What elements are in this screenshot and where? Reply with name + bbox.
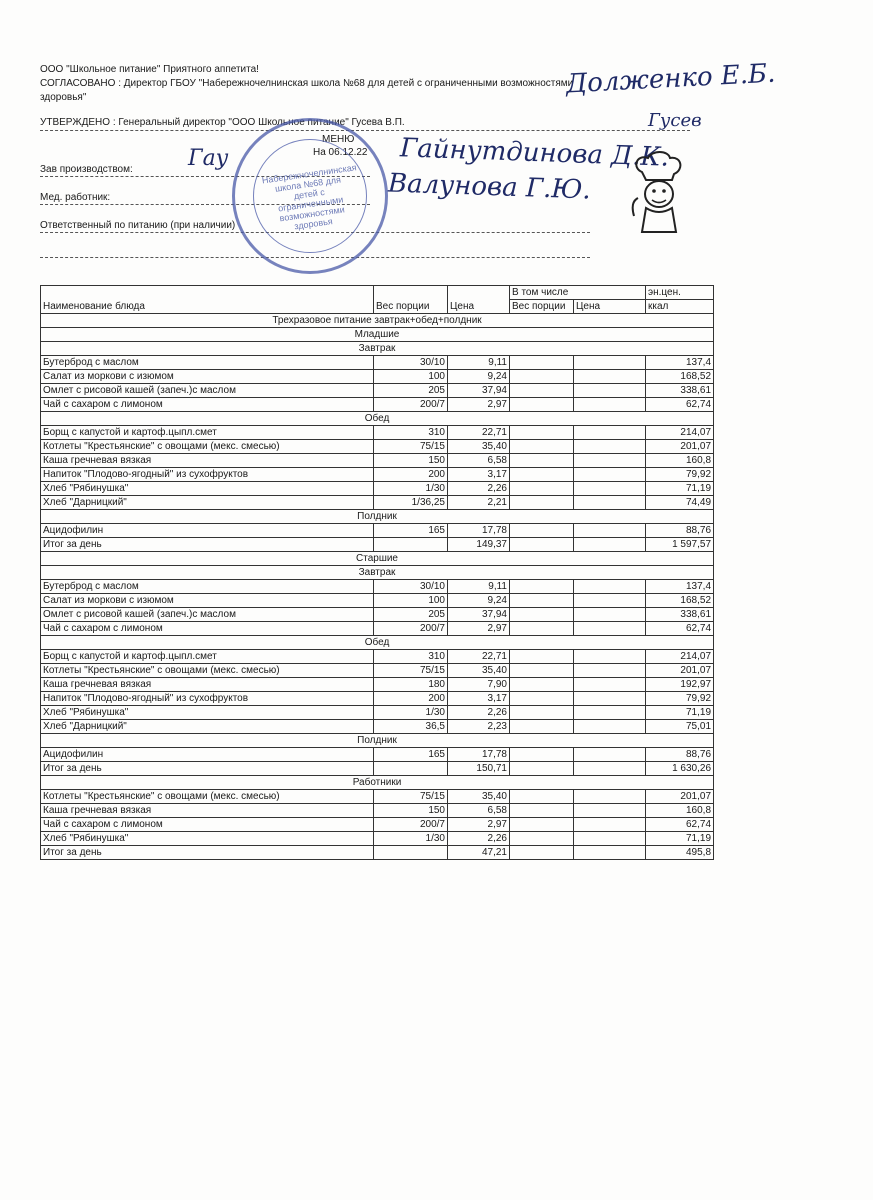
table-row <box>41 524 714 538</box>
dish-weight: 75/15 <box>374 790 448 804</box>
total-kcal: 1 630,26 <box>646 762 714 776</box>
divider <box>40 130 690 131</box>
dish-name: Салат из моркови с изюмом <box>41 370 374 384</box>
meal-row <box>41 342 714 356</box>
incl-weight-cell <box>510 762 574 776</box>
table-row <box>41 608 714 622</box>
dish-name: Котлеты "Крестьянские" с овощами (мекс. смесью) <box>41 440 374 454</box>
dish-price: 17,78 <box>448 748 510 762</box>
incl-price-cell <box>574 594 646 608</box>
responsible-label: Ответственный по питанию (при наличии) <box>40 220 236 231</box>
dish-weight: 1/36,25 <box>374 496 448 510</box>
table-row <box>41 678 714 692</box>
incl-weight-cell <box>510 356 574 370</box>
dish-weight: 75/15 <box>374 440 448 454</box>
incl-price-cell <box>574 370 646 384</box>
table-header-row <box>41 286 714 300</box>
dish-name: Чай с сахаром с лимоном <box>41 622 374 636</box>
dish-kcal: 338,61 <box>646 384 714 398</box>
table-row <box>41 594 714 608</box>
column-header-price: Цена <box>448 286 510 314</box>
dish-price: 2,97 <box>448 818 510 832</box>
total-weight-cell <box>374 538 448 552</box>
meal-title: Обед <box>41 412 714 426</box>
dish-kcal: 71,19 <box>646 706 714 720</box>
dish-name: Борщ с капустой и картоф.цыпл.смет <box>41 650 374 664</box>
dish-name: Напиток "Плодово-ягодный" из сухофруктов <box>41 468 374 482</box>
meal-title: Полдник <box>41 734 714 748</box>
chief-name-signature: Гайнутдинова Д.К. <box>399 133 670 173</box>
incl-price-cell <box>574 720 646 734</box>
agreed-line-continued: здоровья" <box>40 92 87 103</box>
dish-name: Бутерброд с маслом <box>41 580 374 594</box>
dish-name: Котлеты "Крестьянские" с овощами (мекс. смесью) <box>41 790 374 804</box>
incl-price-cell <box>574 650 646 664</box>
incl-price-cell <box>574 664 646 678</box>
dish-name: Каша гречневая вязкая <box>41 804 374 818</box>
dish-kcal: 201,07 <box>646 440 714 454</box>
group-title: Младшие <box>41 328 714 342</box>
incl-price-cell <box>574 454 646 468</box>
table-row <box>41 482 714 496</box>
meal-title: Обед <box>41 636 714 650</box>
dish-price: 35,40 <box>448 790 510 804</box>
dish-price: 22,71 <box>448 426 510 440</box>
dish-name: Чай с сахаром с лимоном <box>41 818 374 832</box>
dish-kcal: 160,8 <box>646 454 714 468</box>
total-row <box>41 846 714 860</box>
chief-label: Зав производством: <box>40 164 133 175</box>
dish-kcal: 201,07 <box>646 790 714 804</box>
table-row <box>41 804 714 818</box>
meal-row <box>41 412 714 426</box>
incl-price-cell <box>574 496 646 510</box>
dish-weight: 36,5 <box>374 720 448 734</box>
table-row <box>41 580 714 594</box>
dish-kcal: 62,74 <box>646 818 714 832</box>
table-row <box>41 692 714 706</box>
dish-name: Хлеб "Рябинушка" <box>41 482 374 496</box>
table-row <box>41 356 714 370</box>
dish-price: 17,78 <box>448 524 510 538</box>
dish-weight: 100 <box>374 370 448 384</box>
dish-kcal: 88,76 <box>646 748 714 762</box>
incl-price-cell <box>574 608 646 622</box>
incl-price-cell <box>574 384 646 398</box>
dish-weight: 200 <box>374 468 448 482</box>
total-kcal: 495,8 <box>646 846 714 860</box>
incl-price-cell <box>574 804 646 818</box>
dish-weight: 150 <box>374 804 448 818</box>
incl-weight-cell <box>510 496 574 510</box>
dish-name: Ацидофилин <box>41 524 374 538</box>
program-title: Трехразовое питание завтрак+обед+полдник <box>41 314 714 328</box>
table-row <box>41 832 714 846</box>
incl-weight-cell <box>510 832 574 846</box>
dish-name: Бутерброд с маслом <box>41 356 374 370</box>
incl-weight-cell <box>510 804 574 818</box>
total-row <box>41 538 714 552</box>
dish-name: Ацидофилин <box>41 748 374 762</box>
table-row <box>41 706 714 720</box>
dish-weight: 165 <box>374 524 448 538</box>
incl-weight-cell <box>510 664 574 678</box>
dish-price: 2,23 <box>448 720 510 734</box>
menu-table <box>40 285 714 860</box>
table-row <box>41 748 714 762</box>
incl-price-cell <box>574 678 646 692</box>
table-row <box>41 398 714 412</box>
dish-weight: 30/10 <box>374 580 448 594</box>
table-row <box>41 818 714 832</box>
total-weight-cell <box>374 846 448 860</box>
total-price: 47,21 <box>448 846 510 860</box>
table-row <box>41 720 714 734</box>
dish-weight: 30/10 <box>374 356 448 370</box>
dish-weight: 205 <box>374 608 448 622</box>
incl-price-cell <box>574 706 646 720</box>
total-row <box>41 762 714 776</box>
meal-row <box>41 566 714 580</box>
incl-weight-cell <box>510 594 574 608</box>
dish-name: Омлет с рисовой кашей (запеч.)с маслом <box>41 608 374 622</box>
group-title: Работники <box>41 776 714 790</box>
incl-price-cell <box>574 762 646 776</box>
total-price: 150,71 <box>448 762 510 776</box>
dish-kcal: 62,74 <box>646 622 714 636</box>
dish-kcal: 137,4 <box>646 580 714 594</box>
incl-price-cell <box>574 426 646 440</box>
table-row <box>41 622 714 636</box>
dish-price: 3,17 <box>448 692 510 706</box>
incl-price-cell <box>574 398 646 412</box>
dish-kcal: 79,92 <box>646 468 714 482</box>
dish-name: Хлеб "Дарницкий" <box>41 720 374 734</box>
meal-title: Завтрак <box>41 342 714 356</box>
dish-price: 9,24 <box>448 370 510 384</box>
incl-price-cell <box>574 482 646 496</box>
dish-weight: 75/15 <box>374 664 448 678</box>
dish-weight: 310 <box>374 426 448 440</box>
table-row <box>41 468 714 482</box>
dish-kcal: 168,52 <box>646 594 714 608</box>
dish-name: Борщ с капустой и картоф.цыпл.смет <box>41 426 374 440</box>
dish-price: 6,58 <box>448 804 510 818</box>
incl-weight-cell <box>510 692 574 706</box>
approved-signature: Гусев <box>648 110 702 131</box>
incl-weight-cell <box>510 482 574 496</box>
incl-weight-cell <box>510 426 574 440</box>
total-label: Итог за день <box>41 538 374 552</box>
dish-name: Каша гречневая вязкая <box>41 678 374 692</box>
agreed-line: СОГЛАСОВАНО : Директор ГБОУ "Набережночелнинская школа №68 для детей с ограниченными возможностями <box>40 78 574 89</box>
dish-price: 37,94 <box>448 384 510 398</box>
dish-price: 2,97 <box>448 622 510 636</box>
dish-weight: 200/7 <box>374 622 448 636</box>
dish-weight: 310 <box>374 650 448 664</box>
dish-kcal: 62,74 <box>646 398 714 412</box>
chef-logo-icon <box>628 150 688 240</box>
med-worker-label: Мед. работник: <box>40 192 111 203</box>
dish-weight: 205 <box>374 384 448 398</box>
dish-price: 2,26 <box>448 706 510 720</box>
group-row <box>41 328 714 342</box>
total-price: 149,37 <box>448 538 510 552</box>
incl-price-cell <box>574 622 646 636</box>
dish-weight: 1/30 <box>374 706 448 720</box>
dish-kcal: 201,07 <box>646 664 714 678</box>
dish-price: 37,94 <box>448 608 510 622</box>
agreed-signature: Долженко Е.Б. <box>565 58 777 100</box>
dish-price: 2,97 <box>448 398 510 412</box>
column-header-kcal: ккал <box>646 300 714 314</box>
incl-weight-cell <box>510 398 574 412</box>
dish-kcal: 79,92 <box>646 692 714 706</box>
group-title: Старшие <box>41 552 714 566</box>
table-row <box>41 790 714 804</box>
dish-kcal: 71,19 <box>646 482 714 496</box>
dish-price: 9,11 <box>448 580 510 594</box>
column-header-incl-weight: Вес порции <box>510 300 574 314</box>
dish-kcal: 137,4 <box>646 356 714 370</box>
meal-row <box>41 636 714 650</box>
incl-weight-cell <box>510 748 574 762</box>
dish-name: Чай с сахаром с лимоном <box>41 398 374 412</box>
meal-row <box>41 734 714 748</box>
dish-kcal: 192,97 <box>646 678 714 692</box>
incl-weight-cell <box>510 538 574 552</box>
incl-weight-cell <box>510 370 574 384</box>
incl-price-cell <box>574 524 646 538</box>
incl-price-cell <box>574 790 646 804</box>
column-header-energy: эн.цен. <box>646 286 714 300</box>
school-stamp <box>232 118 388 274</box>
stamp-text: Набережночелнинская школа №68 для детей с ограниченными возможностями здоровья <box>261 162 358 232</box>
total-weight-cell <box>374 762 448 776</box>
incl-weight-cell <box>510 650 574 664</box>
incl-price-cell <box>574 832 646 846</box>
group-row <box>41 552 714 566</box>
dish-weight: 200/7 <box>374 818 448 832</box>
dish-name: Котлеты "Крестьянские" с овощами (мекс. смесью) <box>41 664 374 678</box>
dish-kcal: 88,76 <box>646 524 714 538</box>
organization-line: ООО "Школьное питание" Приятного аппетита! <box>40 64 259 75</box>
incl-price-cell <box>574 356 646 370</box>
column-header-incl-price: Цена <box>574 300 646 314</box>
incl-price-cell <box>574 440 646 454</box>
table-row <box>41 496 714 510</box>
table-row <box>41 650 714 664</box>
group-row <box>41 776 714 790</box>
incl-weight-cell <box>510 454 574 468</box>
dish-kcal: 214,07 <box>646 426 714 440</box>
dish-weight: 200 <box>374 692 448 706</box>
meal-title: Полдник <box>41 510 714 524</box>
dish-name: Хлеб "Рябинушка" <box>41 706 374 720</box>
incl-weight-cell <box>510 720 574 734</box>
med-name-signature: Валунова Г.Ю. <box>387 168 592 206</box>
incl-price-cell <box>574 468 646 482</box>
meal-row <box>41 510 714 524</box>
incl-weight-cell <box>510 384 574 398</box>
dish-price: 9,11 <box>448 356 510 370</box>
incl-price-cell <box>574 748 646 762</box>
dish-price: 35,40 <box>448 440 510 454</box>
table-row <box>41 664 714 678</box>
column-header-weight: Вес порции <box>374 286 448 314</box>
dish-price: 3,17 <box>448 468 510 482</box>
menu-title: МЕНЮ <box>322 134 355 145</box>
dish-price: 2,26 <box>448 482 510 496</box>
dish-weight: 165 <box>374 748 448 762</box>
incl-weight-cell <box>510 580 574 594</box>
dish-kcal: 74,49 <box>646 496 714 510</box>
dish-name: Хлеб "Рябинушка" <box>41 832 374 846</box>
incl-weight-cell <box>510 818 574 832</box>
table-row <box>41 454 714 468</box>
menu-date: На 06.12.22 <box>313 147 368 158</box>
dish-kcal: 71,19 <box>646 832 714 846</box>
table-row <box>41 370 714 384</box>
incl-weight-cell <box>510 622 574 636</box>
incl-weight-cell <box>510 440 574 454</box>
dish-weight: 100 <box>374 594 448 608</box>
dish-weight: 150 <box>374 454 448 468</box>
table-row <box>41 384 714 398</box>
dish-price: 35,40 <box>448 664 510 678</box>
dish-weight: 1/30 <box>374 832 448 846</box>
incl-weight-cell <box>510 706 574 720</box>
dish-price: 22,71 <box>448 650 510 664</box>
dish-weight: 1/30 <box>374 482 448 496</box>
dish-weight: 200/7 <box>374 398 448 412</box>
dish-price: 7,90 <box>448 678 510 692</box>
incl-price-cell <box>574 580 646 594</box>
approved-line: УТВЕРЖДЕНО : Генеральный директор "ООО Школьное питание" Гусева В.П. <box>40 117 405 128</box>
incl-price-cell <box>574 692 646 706</box>
table-row <box>41 440 714 454</box>
incl-weight-cell <box>510 608 574 622</box>
dish-name: Каша гречневая вязкая <box>41 454 374 468</box>
incl-weight-cell <box>510 846 574 860</box>
dish-price: 9,24 <box>448 594 510 608</box>
total-label: Итог за день <box>41 762 374 776</box>
column-header-name: Наименование блюда <box>41 286 374 314</box>
dish-weight: 180 <box>374 678 448 692</box>
table-row <box>41 426 714 440</box>
incl-weight-cell <box>510 468 574 482</box>
incl-weight-cell <box>510 678 574 692</box>
incl-weight-cell <box>510 790 574 804</box>
dish-kcal: 160,8 <box>646 804 714 818</box>
dish-kcal: 338,61 <box>646 608 714 622</box>
dish-name: Омлет с рисовой кашей (запеч.)с маслом <box>41 384 374 398</box>
dish-price: 2,21 <box>448 496 510 510</box>
dish-price: 6,58 <box>448 454 510 468</box>
total-kcal: 1 597,57 <box>646 538 714 552</box>
meal-title: Завтрак <box>41 566 714 580</box>
dish-name: Хлеб "Дарницкий" <box>41 496 374 510</box>
incl-price-cell <box>574 818 646 832</box>
dish-name: Напиток "Плодово-ягодный" из сухофруктов <box>41 692 374 706</box>
incl-weight-cell <box>510 524 574 538</box>
dish-price: 2,26 <box>448 832 510 846</box>
chief-signature: Гау <box>188 146 229 171</box>
total-label: Итог за день <box>41 846 374 860</box>
incl-price-cell <box>574 538 646 552</box>
dish-name: Салат из моркови с изюмом <box>41 594 374 608</box>
incl-price-cell <box>574 846 646 860</box>
dish-kcal: 168,52 <box>646 370 714 384</box>
program-row <box>41 314 714 328</box>
dish-kcal: 214,07 <box>646 650 714 664</box>
dish-kcal: 75,01 <box>646 720 714 734</box>
column-header-including: В том числе <box>510 286 646 300</box>
